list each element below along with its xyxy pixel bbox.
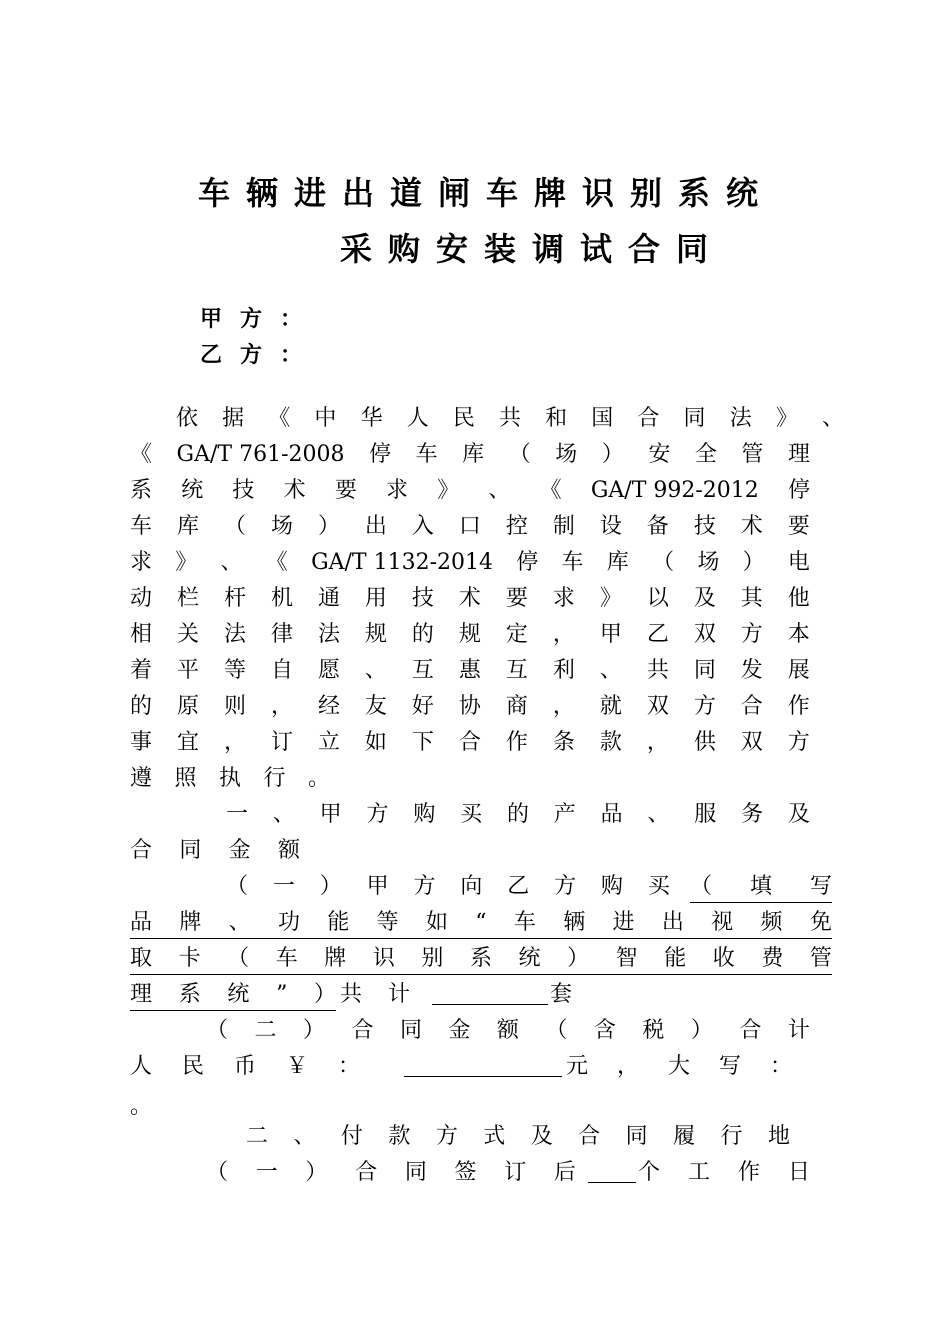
glyph: 服: [694, 802, 717, 827]
glyph: 车: [130, 514, 153, 539]
glyph: 方: [435, 1124, 458, 1149]
glyph: 务: [741, 802, 764, 827]
glyph: 订: [504, 1160, 527, 1185]
glyph: 通: [317, 586, 340, 611]
glyph: 进: [612, 910, 635, 935]
glyph: 行: [263, 766, 286, 791]
glyph: GA/T 992-2012: [590, 478, 759, 503]
glyph: 合: [740, 694, 763, 719]
glyph: ，: [552, 694, 575, 719]
glyph: 库: [176, 514, 199, 539]
glyph: 个: [638, 1160, 661, 1185]
glyph: 付: [340, 1124, 363, 1149]
glyph: 购: [601, 874, 624, 899]
glyph: ”: [276, 982, 288, 1007]
glyph: 宜: [176, 730, 199, 755]
glyph: 管: [741, 442, 764, 467]
glyph: 场: [697, 550, 720, 575]
glyph: 二: [246, 1124, 269, 1149]
glyph: 机: [270, 586, 293, 611]
glyph: 币: [233, 1054, 256, 1079]
glyph: 费: [761, 946, 784, 971]
glyph: 合: [355, 1160, 378, 1185]
section1-heading-cont: [130, 836, 300, 866]
item1-fill-line-2: [130, 908, 832, 939]
glyph: 买: [647, 874, 670, 899]
glyph: 求: [386, 478, 409, 503]
glyph: 收: [712, 946, 735, 971]
glyph: GA/T 1132-2014: [311, 550, 494, 575]
glyph: 技: [232, 478, 255, 503]
amount-blank[interactable]: [404, 1052, 562, 1077]
glyph: 则: [223, 694, 246, 719]
section2-item1-tail: [638, 1158, 810, 1188]
glyph: 法: [223, 622, 246, 647]
preamble-line: [130, 692, 810, 722]
glyph: 金: [228, 838, 251, 863]
glyph: 求: [130, 550, 153, 575]
glyph: 规: [458, 622, 481, 647]
glyph: 合: [637, 406, 660, 431]
glyph: 系: [178, 982, 201, 1007]
glyph: 元: [566, 1054, 589, 1079]
glyph: 、: [647, 802, 670, 827]
glyph: 甲: [319, 802, 342, 827]
glyph: 、: [821, 406, 844, 431]
glyph: 免: [809, 910, 832, 935]
glyph: 辆: [563, 910, 586, 935]
glyph: 友: [364, 694, 387, 719]
glyph: ）: [302, 1018, 325, 1043]
glyph: 、: [220, 550, 243, 575]
glyph: 订: [270, 730, 293, 755]
glyph: 停: [516, 550, 539, 575]
glyph: ）: [690, 1018, 713, 1043]
glyph: 频: [760, 910, 783, 935]
glyph: 及: [787, 802, 810, 827]
glyph: 电: [787, 550, 810, 575]
glyph: 方: [413, 874, 436, 899]
glyph: 填: [749, 874, 772, 899]
glyph: 合: [130, 838, 153, 863]
glyph: ）: [313, 982, 336, 1007]
preamble-line: [130, 620, 810, 650]
glyph: 民: [452, 406, 475, 431]
glyph: ，: [223, 730, 246, 755]
glyph: 计: [787, 1018, 810, 1043]
glyph: 智: [615, 946, 638, 971]
glyph: 库: [462, 442, 485, 467]
glyph: 展: [787, 658, 810, 683]
glyph: 取: [130, 946, 153, 971]
glyph: 设: [599, 514, 622, 539]
preamble-line: [130, 728, 810, 758]
glyph: 共: [646, 658, 669, 683]
glyph: 工: [687, 1160, 710, 1185]
glyph: 法: [317, 622, 340, 647]
glyph: 作: [787, 694, 810, 719]
glyph: ：: [337, 1054, 360, 1079]
glyph: 双: [693, 622, 716, 647]
glyph: 经: [317, 694, 340, 719]
glyph: 如: [425, 910, 448, 935]
glyph: 款: [599, 730, 622, 755]
glyph: 本: [787, 622, 810, 647]
glyph: 术: [458, 586, 481, 611]
glyph: ）: [742, 550, 765, 575]
glyph: 签: [454, 1160, 477, 1185]
glyph: 统: [181, 478, 204, 503]
preamble-line: [130, 656, 810, 686]
glyph: 条: [552, 730, 575, 755]
item2-capital: [566, 1052, 792, 1082]
glyph: 乙: [646, 622, 669, 647]
glyph: 后: [553, 1160, 576, 1185]
glyph: 视: [711, 910, 734, 935]
title-line-1: 车辆进出道闸车牌识别系统: [198, 174, 775, 212]
glyph: 发: [740, 658, 763, 683]
glyph: （: [545, 1018, 568, 1043]
glyph: 就: [599, 694, 622, 719]
glyph: 律: [270, 622, 293, 647]
preamble-line: [130, 548, 810, 578]
glyph: 、: [599, 658, 622, 683]
glyph: 购: [413, 802, 436, 827]
item1-lead: [226, 872, 670, 902]
glyph: 合: [739, 1018, 762, 1043]
glyph: 《: [130, 442, 153, 467]
glyph: 原: [176, 694, 199, 719]
glyph: ，: [552, 622, 575, 647]
glyph: 双: [646, 694, 669, 719]
item2-end: [130, 1092, 160, 1122]
glyph: 方: [740, 622, 763, 647]
item1-unit: [550, 980, 580, 1010]
preamble-line: [176, 404, 844, 434]
glyph: 计: [387, 982, 410, 1007]
glyph: 平: [176, 658, 199, 683]
item2-end-text: 。: [130, 1094, 153, 1119]
glyph: 据: [222, 406, 245, 431]
glyph: 、: [272, 802, 295, 827]
glyph: 场: [555, 442, 578, 467]
glyph: 共: [498, 406, 521, 431]
glyph: 系: [130, 478, 153, 503]
party-a-label: 甲方：: [200, 307, 321, 332]
glyph: 及: [530, 1124, 553, 1149]
glyph: 及: [693, 586, 716, 611]
glyph: 相: [130, 622, 153, 647]
glyph: 停: [787, 478, 810, 503]
glyph: 国: [591, 406, 614, 431]
glyph: （: [690, 874, 713, 899]
item1-total-label: [340, 980, 410, 1010]
glyph: ￥: [285, 1054, 308, 1079]
glyph: 和: [545, 406, 568, 431]
glyph: “: [475, 910, 487, 935]
glyph: （: [226, 874, 249, 899]
glyph: 《: [265, 550, 288, 575]
glyph: 人: [406, 406, 429, 431]
glyph: （: [223, 514, 246, 539]
glyph: 愿: [317, 658, 340, 683]
glyph: 车: [561, 550, 584, 575]
glyph: 备: [646, 514, 669, 539]
glyph: 、: [488, 478, 511, 503]
glyph: 含: [593, 1018, 616, 1043]
glyph: ）: [305, 1160, 328, 1185]
glyph: 民: [181, 1054, 204, 1079]
glyph: 入: [411, 514, 434, 539]
glyph: 车: [513, 910, 536, 935]
glyph: 动: [130, 586, 153, 611]
glyph: 、: [293, 1124, 316, 1149]
glyph: ，: [270, 694, 293, 719]
glyph: 识: [372, 946, 395, 971]
glyph: 人: [130, 1054, 153, 1079]
glyph: 作: [505, 730, 528, 755]
glyph: 要: [334, 478, 357, 503]
glyph: 大: [667, 1054, 690, 1079]
glyph: 利: [552, 658, 575, 683]
glyph: ）: [567, 946, 590, 971]
glyph: 同: [404, 1160, 427, 1185]
glyph: 款: [388, 1124, 411, 1149]
preamble-line: [130, 440, 810, 470]
glyph: 场: [270, 514, 293, 539]
glyph: 同: [625, 1124, 648, 1149]
glyph: （: [508, 442, 531, 467]
glyph: （: [206, 1160, 229, 1185]
glyph: 车: [415, 442, 438, 467]
glyph: 统: [518, 946, 541, 971]
glyph: 用: [364, 586, 387, 611]
glyph: 方: [366, 802, 389, 827]
glyph: 合: [351, 1018, 374, 1043]
item1-fill-line-4: [130, 980, 336, 1011]
glyph: 》: [599, 586, 622, 611]
glyph: 等: [223, 658, 246, 683]
glyph: 遵: [130, 766, 153, 791]
glyph: 二: [254, 1018, 277, 1043]
glyph: 技: [411, 586, 434, 611]
glyph: 出: [661, 910, 684, 935]
glyph: 额: [277, 838, 300, 863]
glyph: 安: [648, 442, 671, 467]
glyph: 别: [421, 946, 444, 971]
glyph: 写: [809, 874, 832, 899]
glyph: 关: [176, 622, 199, 647]
glyph: 、: [228, 910, 251, 935]
glyph: 照: [174, 766, 197, 791]
glyph: 、: [364, 658, 387, 683]
glyph: 能: [664, 946, 687, 971]
glyph: 的: [411, 622, 434, 647]
glyph: 控: [505, 514, 528, 539]
glyph: 栏: [176, 586, 199, 611]
glyph: 依: [176, 406, 199, 431]
glyph: 同: [399, 1018, 422, 1043]
glyph: 式: [483, 1124, 506, 1149]
glyph: 着: [130, 658, 153, 683]
party-b-label: 乙方：: [200, 343, 321, 368]
glyph: 双: [740, 730, 763, 755]
glyph: 等: [376, 910, 399, 935]
glyph: 惠: [458, 658, 481, 683]
glyph: 下: [411, 730, 434, 755]
glyph: 库: [606, 550, 629, 575]
glyph: 杆: [223, 586, 246, 611]
glyph: 车: [275, 946, 298, 971]
glyph: 统: [227, 982, 250, 1007]
glyph: 一: [255, 1160, 278, 1185]
glyph: 求: [552, 586, 575, 611]
glyph: 事: [130, 730, 153, 755]
glyph: 规: [364, 622, 387, 647]
glyph: 方: [554, 874, 577, 899]
glyph: 一: [272, 874, 295, 899]
glyph: 要: [787, 514, 810, 539]
glyph: （: [652, 550, 675, 575]
glyph: 制: [552, 514, 575, 539]
glyph: 。: [307, 766, 330, 791]
glyph: 作: [737, 1160, 760, 1185]
glyph: ）: [601, 442, 624, 467]
glyph: 其: [740, 586, 763, 611]
item1-fill-line-1: [690, 872, 832, 903]
glyph: 术: [740, 514, 763, 539]
section2-item1: [206, 1158, 576, 1188]
glyph: 合: [578, 1124, 601, 1149]
glyph: 能: [327, 910, 350, 935]
glyph: 牌: [324, 946, 347, 971]
glyph: 要: [505, 586, 528, 611]
glyph: 同: [693, 658, 716, 683]
glyph: 出: [364, 514, 387, 539]
glyph: 技: [693, 514, 716, 539]
glyph: 共: [340, 982, 363, 1007]
glyph: 中: [314, 406, 337, 431]
glyph: ，: [646, 730, 669, 755]
preamble-line: [130, 764, 330, 794]
glyph: ：: [769, 1054, 792, 1079]
glyph: 理: [130, 982, 153, 1007]
glyph: 立: [317, 730, 340, 755]
glyph: 法: [729, 406, 752, 431]
glyph: 供: [693, 730, 716, 755]
glyph: （: [206, 1018, 229, 1043]
glyph: 税: [642, 1018, 665, 1043]
glyph: 产: [553, 802, 576, 827]
glyph: 执: [218, 766, 241, 791]
glyph: 理: [787, 442, 810, 467]
preamble-line: [130, 476, 810, 506]
glyph: 协: [458, 694, 481, 719]
glyph: 写: [718, 1054, 741, 1079]
glyph: 卡: [178, 946, 201, 971]
item2-currency: [130, 1052, 360, 1082]
glyph: 地: [767, 1124, 790, 1149]
glyph: 好: [411, 694, 434, 719]
glyph: 》: [775, 406, 798, 431]
glyph: 同: [179, 838, 202, 863]
glyph: 额: [496, 1018, 519, 1043]
glyph: （: [227, 946, 250, 971]
glyph: 华: [360, 406, 383, 431]
glyph: 方: [787, 730, 810, 755]
item2-line-1: [206, 1016, 810, 1046]
glyph: 商: [505, 694, 528, 719]
glyph: ，: [616, 1054, 639, 1079]
glyph: 的: [506, 802, 529, 827]
item1-fill-line-3: [130, 944, 832, 975]
glyph: 互: [411, 658, 434, 683]
section2-heading: [246, 1122, 790, 1152]
glyph: 》: [175, 550, 198, 575]
glyph: 以: [646, 586, 669, 611]
glyph: 的: [130, 694, 153, 719]
glyph: 品: [600, 802, 623, 827]
preamble-line: [130, 584, 810, 614]
glyph: 他: [787, 586, 810, 611]
glyph: 甲: [599, 622, 622, 647]
glyph: ）: [317, 514, 340, 539]
glyph: 《: [539, 478, 562, 503]
glyph: 停: [369, 442, 392, 467]
glyph: 金: [448, 1018, 471, 1043]
glyph: 同: [683, 406, 706, 431]
glyph: ）: [319, 874, 342, 899]
glyph: 日: [787, 1160, 810, 1185]
section1-heading: [226, 800, 810, 830]
glyph: 系: [469, 946, 492, 971]
glyph: 买: [460, 802, 483, 827]
glyph: 向: [460, 874, 483, 899]
glyph: 甲: [366, 874, 389, 899]
quantity-blank[interactable]: [432, 980, 548, 1005]
glyph: GA/T 761-2008: [176, 442, 345, 467]
glyph: 乙: [507, 874, 530, 899]
glyph: 履: [673, 1124, 696, 1149]
glyph: 》: [437, 478, 460, 503]
preamble-line: [130, 512, 810, 542]
workday-blank[interactable]: [588, 1158, 636, 1183]
glyph: 行: [720, 1124, 743, 1149]
glyph: 品: [130, 910, 153, 935]
glyph: 方: [693, 694, 716, 719]
glyph: 口: [458, 514, 481, 539]
glyph: 定: [505, 622, 528, 647]
glyph: 合: [458, 730, 481, 755]
glyph: 自: [270, 658, 293, 683]
title-line-2: 采购安装调试合同: [340, 230, 725, 268]
glyph: 如: [364, 730, 387, 755]
glyph: 管: [809, 946, 832, 971]
glyph: 互: [505, 658, 528, 683]
glyph: 全: [694, 442, 717, 467]
glyph: 一: [226, 802, 249, 827]
glyph: 《: [268, 406, 291, 431]
item1-unit-text: 套: [550, 982, 573, 1007]
glyph: 术: [283, 478, 306, 503]
glyph: 功: [277, 910, 300, 935]
glyph: 牌: [179, 910, 202, 935]
